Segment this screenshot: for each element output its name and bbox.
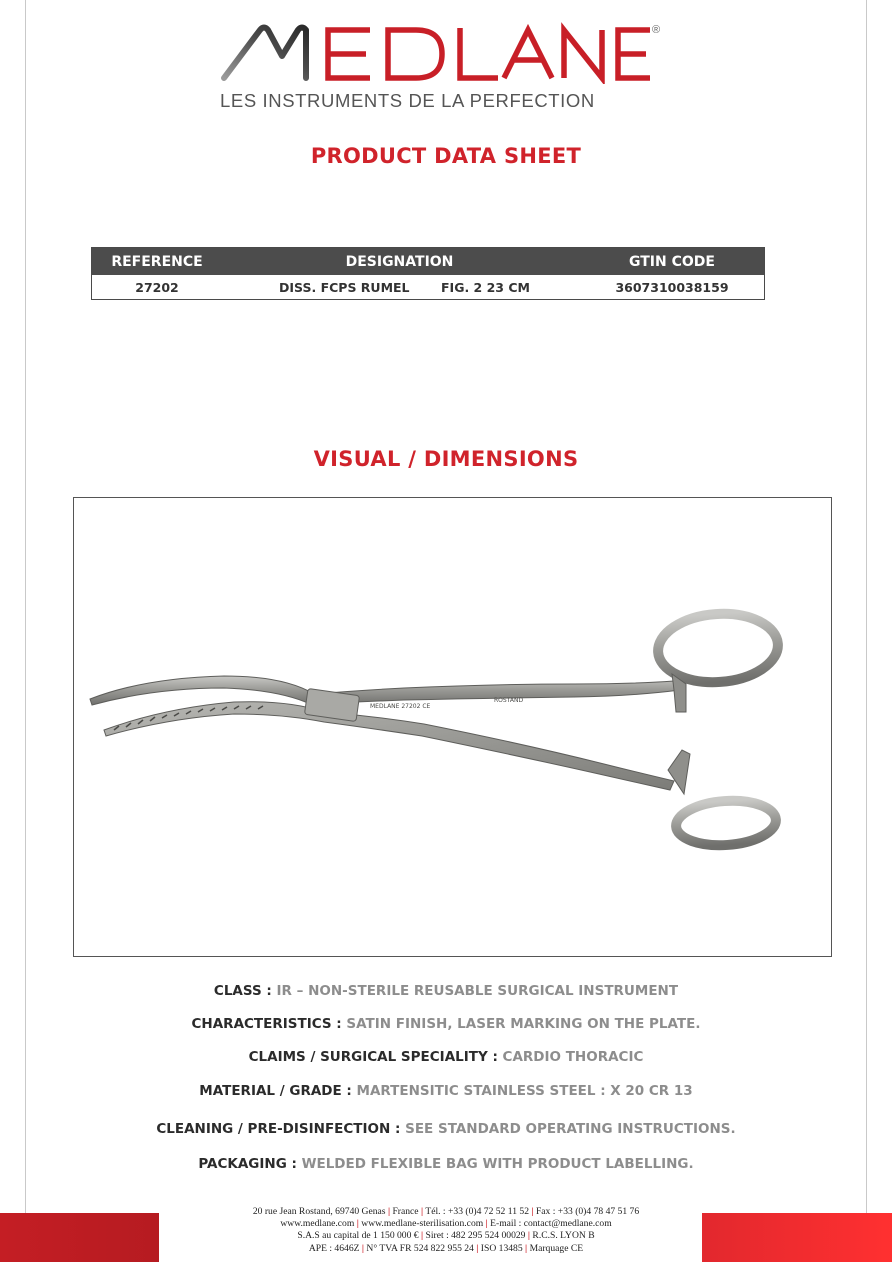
engraving-city: ROSTAND xyxy=(494,697,524,704)
header-designation: DESIGNATION xyxy=(345,253,454,270)
medlane-logo xyxy=(220,22,680,117)
header-gtin: GTIN CODE xyxy=(629,253,715,270)
property-label: CHARACTERISTICS : xyxy=(191,1016,342,1032)
property-class xyxy=(0,983,892,999)
footer-website-sterilisation[interactable]: www.medlane-sterilisation.com xyxy=(361,1218,484,1230)
property-characteristics xyxy=(0,1016,892,1032)
property-material xyxy=(0,1083,892,1099)
footer-address: 20 rue Jean Rostand, 69740 Genas xyxy=(252,1206,386,1217)
property-packaging xyxy=(0,1156,892,1172)
cell-gtin: 3607310038159 xyxy=(615,279,729,295)
footer-fax: Fax : +33 (0)4 78 47 51 76 xyxy=(535,1206,640,1217)
property-value: SEE STANDARD OPERATING INSTRUCTIONS. xyxy=(400,1121,736,1137)
footer-siret: Siret : 482 295 524 00029 xyxy=(425,1230,526,1242)
footer-email[interactable]: E-mail : contact@medlane.com xyxy=(490,1218,612,1230)
brand-tagline: LES INSTRUMENTS DE LA PERFECTION xyxy=(220,90,595,111)
cell-designation-fig: FIG. 2 23 CM xyxy=(441,279,530,295)
footer-address-line: 20 rue Jean Rostand, 69740 Genas | France | Tél. : +33 (0)4 72 52 11 52 | Fax : +33 (0)4 78 47 51 76 xyxy=(252,1206,640,1217)
header-reference: REFERENCE xyxy=(111,253,203,270)
footer-country: France xyxy=(392,1206,419,1217)
property-value: WELDED FLEXIBLE BAG WITH PRODUCT LABELLING. xyxy=(296,1156,694,1172)
property-label: CLASS : xyxy=(213,983,272,999)
footer-web-line: www.medlane.com | www.medlane-sterilisation.com | E-mail : contact@medlane.com xyxy=(280,1218,612,1230)
property-value: MARTENSITIC STAINLESS STEEL : X 20 CR 13 xyxy=(351,1083,693,1099)
property-label: PACKAGING : xyxy=(198,1156,297,1172)
property-value: IR – NON-STERILE REUSABLE SURGICAL INSTRUMENT xyxy=(271,983,679,999)
product-data-sheet-title: PRODUCT DATA SHEET xyxy=(310,144,582,168)
footer-phone: Tél. : +33 (0)4 72 52 11 52 xyxy=(425,1206,529,1217)
footer-rcs: R.C.S. LYON B xyxy=(532,1230,595,1242)
property-value: CARDIO THORACIC xyxy=(497,1049,644,1065)
footer-tva: N° TVA FR 524 822 955 24 xyxy=(366,1242,474,1254)
footer-ape: APE : 4646Z xyxy=(308,1242,360,1254)
footer-capital: S.A.S au capital de 1 150 000 € xyxy=(297,1230,419,1242)
footer-ce-marking: Marquage CE xyxy=(529,1242,584,1254)
registered-mark: ® xyxy=(652,24,661,36)
property-label: MATERIAL / GRADE : xyxy=(199,1083,352,1099)
property-claims xyxy=(0,1049,892,1065)
footer-cert-line: APE : 4646Z | N° TVA FR 524 822 955 24 | ISO 13485 | Marquage CE xyxy=(308,1242,584,1254)
footer-legal-line: S.A.S au capital de 1 150 000 € | Siret : 482 295 524 00029 | R.C.S. LYON B xyxy=(297,1230,595,1242)
property-value: SATIN FINISH, LASER MARKING ON THE PLATE. xyxy=(341,1016,701,1032)
table-header xyxy=(92,248,764,275)
reference-table xyxy=(91,247,765,300)
forceps-illustration xyxy=(74,498,830,955)
footer-iso: ISO 13485 xyxy=(480,1242,523,1254)
cell-designation-name: DISS. FCPS RUMEL xyxy=(279,279,410,295)
property-cleaning xyxy=(0,1121,892,1137)
cell-reference: 27202 xyxy=(135,279,179,295)
engraving-ref: MEDLANE 27202 CE xyxy=(370,703,431,710)
footer-website[interactable]: www.medlane.com xyxy=(280,1218,355,1230)
property-label: CLAIMS / SURGICAL SPECIALITY : xyxy=(248,1049,498,1065)
property-label: CLEANING / PRE-DISINFECTION : xyxy=(156,1121,401,1137)
logo-wordmark xyxy=(220,22,660,84)
visual-dimensions-title: VISUAL / DIMENSIONS xyxy=(313,447,579,471)
company-footer xyxy=(0,1206,892,1255)
product-image-frame xyxy=(73,497,832,957)
table-row xyxy=(92,275,764,299)
